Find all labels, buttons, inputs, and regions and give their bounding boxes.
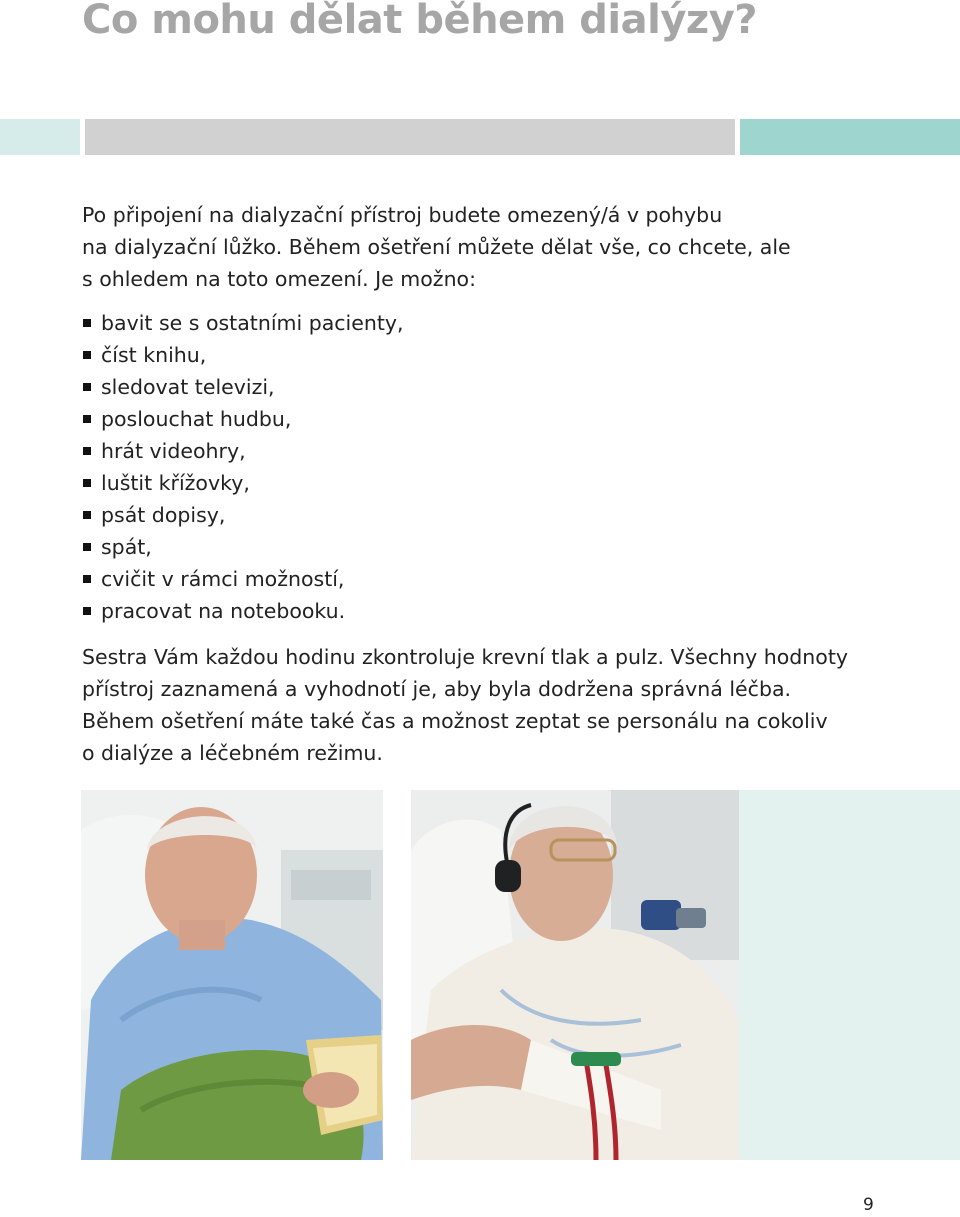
list-item-text: číst knihu, xyxy=(101,343,207,367)
list-item-text: luštit křížovky, xyxy=(101,471,250,495)
list-item xyxy=(82,499,404,531)
list-item xyxy=(82,339,404,371)
page-title: Co mohu dělat během dialýzy? xyxy=(82,0,757,43)
monitoring-paragraph xyxy=(82,641,952,769)
list-item xyxy=(82,307,404,339)
intro-line: Po připojení na dialyzační přístroj budete omezený/á v pohybu xyxy=(82,203,723,227)
bullet-square-icon xyxy=(83,607,91,615)
list-item xyxy=(82,531,404,563)
paragraph-line: Během ošetření máte také čas a možnost zeptat se personálu na cokoliv xyxy=(82,709,828,733)
bullet-square-icon xyxy=(83,383,91,391)
list-item-text: poslouchat hudbu, xyxy=(101,407,292,431)
bullet-square-icon xyxy=(83,479,91,487)
bullet-square-icon xyxy=(83,447,91,455)
intro-line: s ohledem na toto omezení. Je možno: xyxy=(82,267,477,291)
photo-patient-sleeping-with-book xyxy=(81,790,383,1160)
page-number: 9 xyxy=(863,1195,874,1215)
activities-list xyxy=(82,307,404,627)
list-item-text: cvičit v rámci možností, xyxy=(101,567,345,591)
header-band-right xyxy=(740,119,960,155)
intro-line: na dialyzační lůžko. Během ošetření můžete dělat vše, co chcete, ale xyxy=(82,235,791,259)
list-item-text: bavit se s ostatními pacienty, xyxy=(101,311,404,335)
list-item-text: pracovat na notebooku. xyxy=(101,599,346,623)
list-item xyxy=(82,403,404,435)
photo-patient-with-headphones xyxy=(411,790,739,1160)
header-band-middle xyxy=(85,119,735,155)
bullet-square-icon xyxy=(83,351,91,359)
intro-paragraph xyxy=(82,199,882,295)
header-band-left xyxy=(0,119,80,155)
list-item xyxy=(82,467,404,499)
bullet-square-icon xyxy=(83,511,91,519)
paragraph-line: přístroj zaznamená a vyhodnotí je, aby byla dodržena správná léčba. xyxy=(82,677,792,701)
list-item xyxy=(82,595,404,627)
list-item-text: spát, xyxy=(101,535,152,559)
list-item-text: sledovat televizi, xyxy=(101,375,275,399)
list-item xyxy=(82,371,404,403)
list-item-text: psát dopisy, xyxy=(101,503,226,527)
list-item xyxy=(82,563,404,595)
photo-side-background xyxy=(739,790,960,1160)
bullet-square-icon xyxy=(83,575,91,583)
list-item xyxy=(82,435,404,467)
bullet-square-icon xyxy=(83,543,91,551)
bullet-square-icon xyxy=(83,415,91,423)
list-item-text: hrát videohry, xyxy=(101,439,246,463)
paragraph-line: o dialýze a léčebném režimu. xyxy=(82,741,383,765)
bullet-square-icon xyxy=(83,319,91,327)
paragraph-line: Sestra Vám každou hodinu zkontroluje krevní tlak a pulz. Všechny hodnoty xyxy=(82,645,849,669)
